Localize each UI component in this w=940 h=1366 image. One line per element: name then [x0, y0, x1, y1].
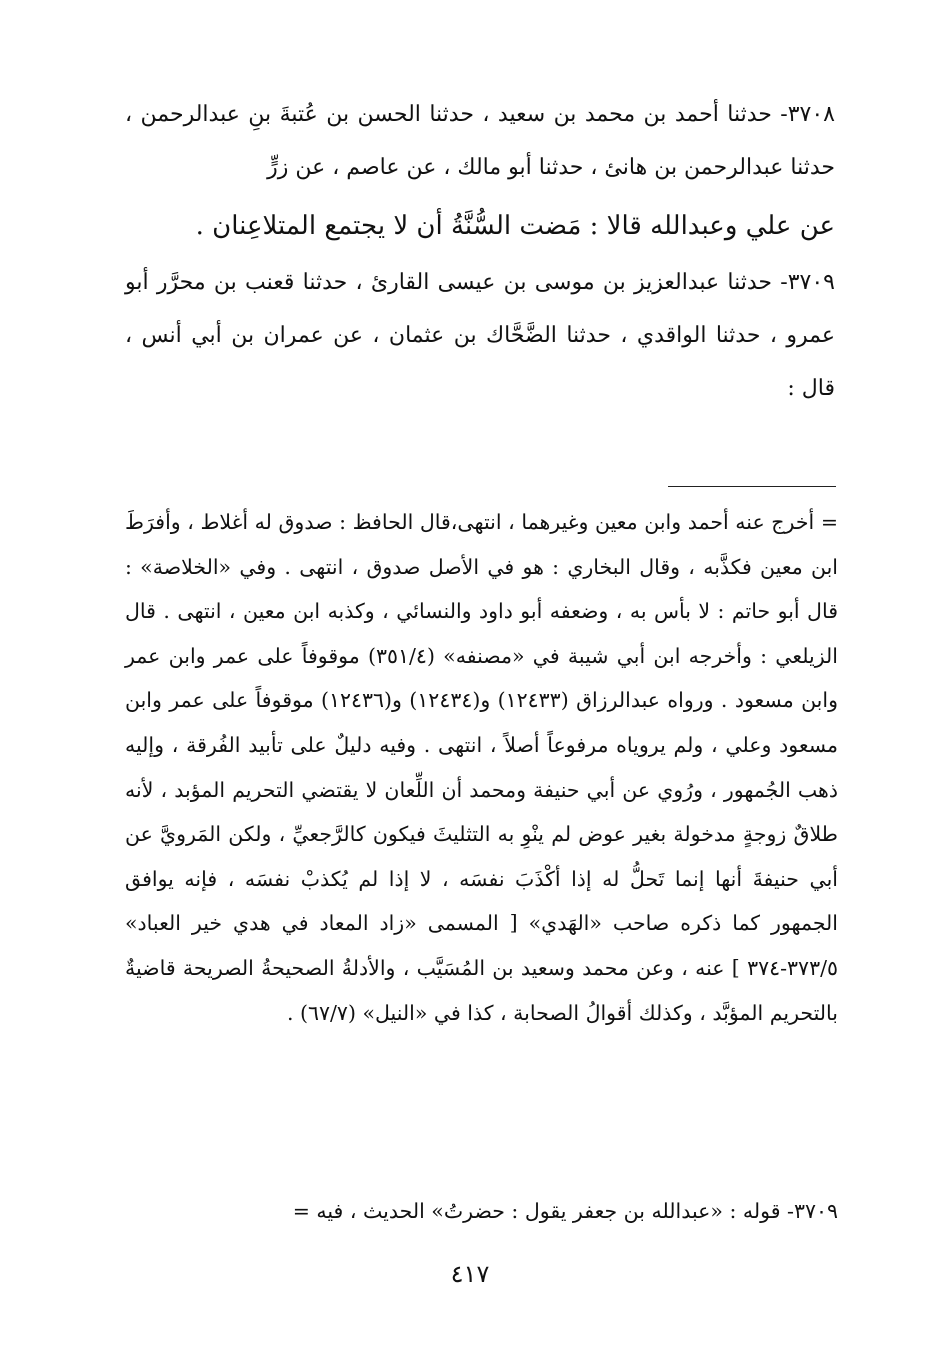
footnote-section — [125, 500, 838, 1035]
commentary-line — [100, 1191, 838, 1231]
page-number: ٤١٧ — [450, 1260, 490, 1288]
hadith-3708-isnad: ٣٧٠٨- حدثنا أحمد بن محمد بن سعيد ، حدثنا الحسن بن عُتبةَ بنِ عبدالرحمن ، حدثنا عبدالرحمن بن هانئ ، حدثنا أبو مالك ، عن عاصم ، عن زرٍّ — [125, 102, 835, 180]
footnote-separator — [668, 486, 836, 487]
hadith-3709-isnad: ٣٧٠٩- حدثنا عبدالعزيز بن موسى بن عيسى القارئ ، حدثنا قعنب بن محرَّر أبو عمرو ، حدثنا الواقدي ، حدثنا الضَّحَّاك بن عثمان ، عن عمران بن أبي أنس ، قال : — [125, 270, 835, 401]
commentary-text: ٣٧٠٩- قوله : «عبدالله بن جعفر يقول : حضرتُ» الحديث ، فيه = — [292, 1199, 838, 1223]
hadith-3708-matn: عن علي وعبدالله قالا : مَضت السُّنَّةُ أن لا يجتمع المتلاعِنان . — [195, 211, 835, 241]
footnote-text: = أخرج عنه أحمد وابن معين وغيرهما ، انتهى،قال الحافظ : صدوق له أغلاط ، وأفرَطَ ابن معين فكذَّبه ، وقال البخاري : هو في الأصل صدوق ، انتهى . وفي «الخلاصة» : قال أبو حاتم : لا بأس به ، وضعفه أبو داود والنسائي ، وكذبه ابن معين ، انتهى . قال الزيلعي : وأخرجه ابن أبي شيبة في «مصنفه» (٣٥١/٤) موقوفاً على عمر وابن عمر وابن مسعود . ورواه عبدالرزاق (١٢٤٣٣) و(١٢٤٣٤) و(١٢٤٣٦) موقوفاً على عمر وابن مسعود وعلي ، ولم يروياه مرفوعاً أصلاً ، انتهى . وفيه دليلٌ على تأبيد الفُرقة ، وإليه ذهب الجُمهور ، ورُوي عن أبي حنيفة ومحمد أن اللِّعان لا يقتضي التحريم المؤبد ، لأنه طلاقٌ زوجةٍ مدخولة بغير عوض لم ينْوِ به التثليثَ فيكون كالرَّجعيِّ ، ولكن المَرويَّ عن أبي حنيفةَ أنها إنما تَحلُّ له إذا أكْذَبَ نفسَه ، لا إذا لم يُكذبْ نفسَه ، فإنه يوافق الجمهور كما ذكره صاحب «الهَدي» [ المسمى «زاد المعاد في هدي خير العباد» ٣٧٣/٥-٣٧٤ ] عنه ، وعن محمد وسعيد بن المُسَيَّب ، والأدلةُ الصحيحةُ الصريحة قاضيةٌ بالتحريم المؤبَّد ، وكذلك أقوالُ الصحابة ، كذا في «النيل» (٦٧/٧) . — [125, 510, 838, 1025]
hadith-section — [125, 88, 835, 415]
